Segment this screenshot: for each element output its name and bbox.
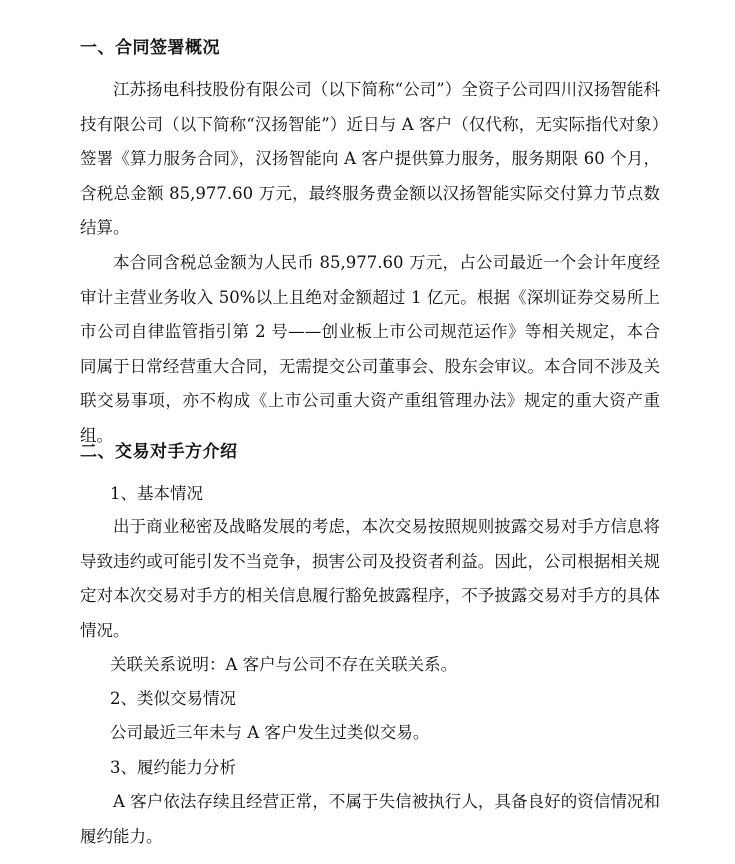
- subsection-3-paragraph: A 客户依法存续且经营正常，不属于失信被执行人，具备良好的资信情况和履约能力。: [80, 792, 660, 846]
- relation-note: 关联关系说明：A 客户与公司不存在关联关系。: [110, 655, 458, 674]
- subsection-1-title: 1、基本情况: [110, 484, 203, 503]
- subsection-2-text: 公司最近三年未与 A 客户发生过类似交易。: [110, 723, 430, 742]
- subsection-3-title: 3、履约能力分析: [110, 758, 236, 777]
- section-2-heading: 二、交易对手方介绍: [80, 442, 238, 462]
- subsection-2-title: 2、类似交易情况: [110, 689, 236, 708]
- section-1-heading: 一、合同签署概况: [80, 38, 220, 58]
- subsection-1-paragraph: 出于商业秘密及战略发展的考虑，本次交易按照规则披露交易对手方信息将导致违约或可能引发不当竞争，损害公司及投资者利益。因此，公司根据相关规定对本次交易对手方的相关信息履行豁免披露程序，不予披露交易对手方的具体情况。: [80, 517, 660, 640]
- section-1-paragraph-2: 本合同含税总金额为人民币 85,977.60 万元，占公司最近一个会计年度经审计主营业务收入 50%以上且绝对金额超过 1 亿元。根据《深圳证券交易所上市公司自律监管指引第 2 号——创业板上市公司规范运作》等相关规定，本合同属于日常经营重大合同，无需提交公司董事会、股东会审议。本合同不涉及关联交易事项，亦不构成《上市公司重大资产重组管理办法》规定的重大资产重组。: [80, 253, 660, 445]
- section-1-paragraph-1: 江苏扬电科技股份有限公司（以下简称“公司”）全资子公司四川汉扬智能科技有限公司（以下简称“汉扬智能”）近日与 A 客户（仅代称，无实际指代对象）签署《算力服务合同》，汉扬智能向 A 客户提供算力服务，服务期限 60 个月，含税总金额 85,977.60 万元，最终服务费金额以汉扬智能实际交付算力节点数结算。: [80, 80, 660, 237]
